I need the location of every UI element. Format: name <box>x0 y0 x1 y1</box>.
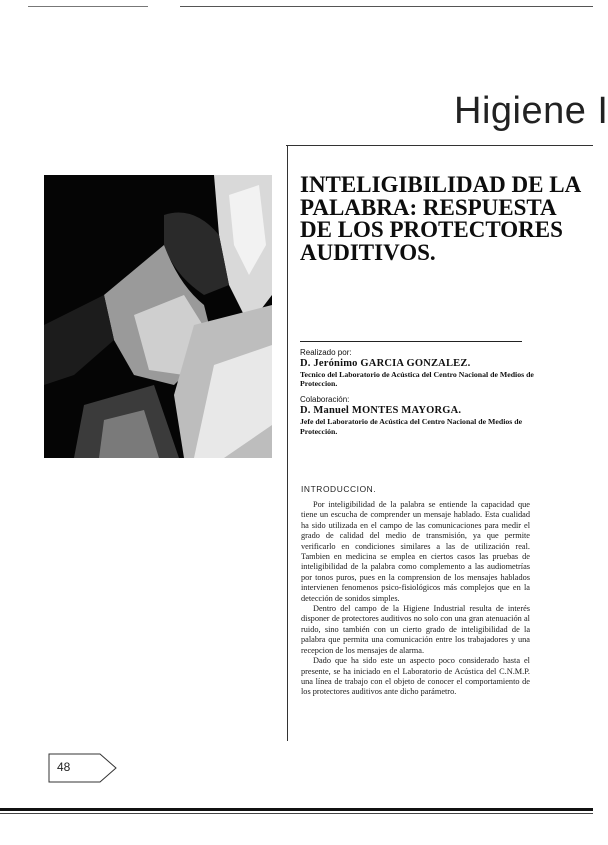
top-margin-rule <box>180 6 593 7</box>
author-name: D. Jerónimo GARCIA GONZALEZ. <box>300 358 471 369</box>
header-rule <box>286 145 593 146</box>
paragraph: Dado que ha sido este un aspecto poco considerado hasta el presente, se ha iniciado en el Laboratorio de Acústica del C.N.M.P. una línea de trabajo con el objeto de conocer el comportamiento de los protectores auditivos ante dicho parámetro. <box>301 656 530 697</box>
column-divider <box>287 146 288 741</box>
article-photo <box>44 175 272 458</box>
collaborator-role: Jefe del Laboratorio de Acústica del Centro Nacional de Medios de Protección. <box>300 417 523 436</box>
collaborator-name: D. Manuel MONTES MAYORGA. <box>300 405 462 417</box>
collaboration-label: Colaboración: <box>300 395 350 405</box>
paragraph: Dentro del campo de la Higiene Industrial resulta de interés disponer de protectores auditivos no solo con una gran atenuación al ruido, sino también con un cierto grado de inteligibilidad de la palabra que permita una comunicación entre los trabajadores y una recepcion de los mensajes de alarma. <box>301 604 530 655</box>
made-by-label: Realizado por: <box>300 348 352 357</box>
paragraph: Por inteligibilidad de la palabra se entiende la capacidad que tiene un escucha de comprender un mensaje hablado. Esta cualidad ha sido utilizada en el campo de las comunicaciones para medir el grado de calidad del medio de transmisión, ya que permite verificarlo en condiciones similares a las de utilización real. Tambien en medicina se emplea en ciertos casos las pruebas de inteligibilidad de la palabra como complemento a las audiometrías por tonos puros, pues en la comprension de los mensajes hablados intervienen fenomenos psico-fisiológicos más complejos que en la detección de sonidos simples. <box>301 500 530 603</box>
bottom-rule-thin <box>0 813 593 814</box>
page-number: 48 <box>57 760 71 774</box>
intro-heading: INTRODUCCION. <box>301 484 377 494</box>
article-body <box>301 500 530 698</box>
bottom-rule <box>0 808 593 811</box>
title-rule <box>300 341 522 342</box>
top-margin-rule-left <box>28 6 148 7</box>
credits-block <box>300 348 540 436</box>
section-title: Higiene I <box>454 90 608 132</box>
article-title: INTELIGIBILIDAD DE LA PALABRA: RESPUESTA DE LOS PROTECTORES AUDITIVOS. <box>300 172 580 265</box>
author-role: Tecnico del Laboratorio de Acústica del Centro Nacional de Medios de Proteccion. <box>300 370 534 389</box>
